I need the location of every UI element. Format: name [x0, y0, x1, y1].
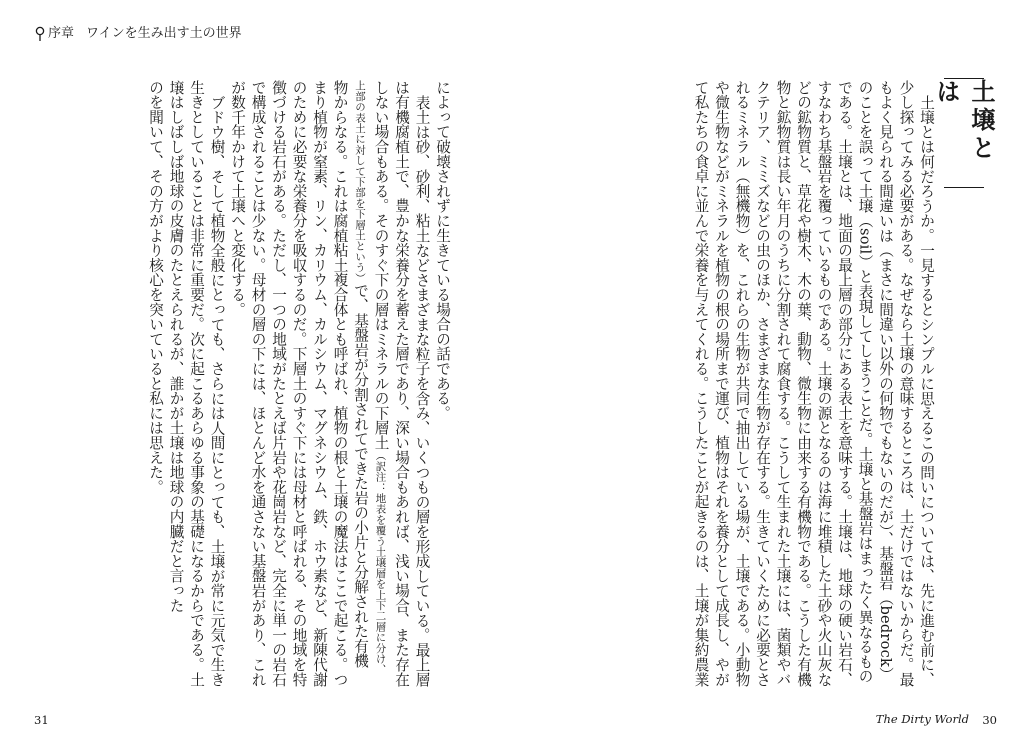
text-segment: で、基盤岩が分割されてできた岩の小片と分解された有機: [352, 283, 369, 669]
text-line: や微生物などがミネラルを植物の根の場所まで運び、植物はそれを養分として成長し、やが: [713, 80, 730, 687]
text-line: まり植物が窒素、リン、カリウム、カルシウム、マグネシウム、鉄、ホウ素など、新陳代謝: [311, 80, 328, 687]
text-line: クテリア、ミミズなどの虫のほか、さまざまな生物が存在する。生きていくために必要とさ: [754, 80, 771, 687]
text-line: 少し探ってみる必要がある。なぜなら土壌の意味するところは、土だけではないからだ。最: [897, 80, 915, 687]
text-line: 徴づける岩石がある。ただし、一つの地域がたとえば片岩や花崗岩など、完全に単一の岩石: [270, 80, 287, 687]
page-number-left: 31: [34, 713, 49, 727]
page-number-right: 30: [982, 713, 997, 727]
running-header: [34, 26, 242, 42]
text-line: すなわち基盤岩を覆っているものである。土壌の源となるのは海に堆積した土砂や火山灰な: [815, 80, 833, 687]
text-line: 物と鉱物質は長い年月のうちに分割されて腐食する。こうして生まれた土壌には、菌類やバ: [774, 80, 792, 687]
text-line: れるミネラル（無機物）を、これらの生物が共同で抽出している場が、土壌である。小動物: [733, 80, 751, 687]
chapter-label: 序章: [48, 26, 75, 41]
text-line: のを聞いて、その方がより核心を突いていると私には思えた。: [147, 80, 164, 495]
section-title: 土壌とは: [932, 79, 996, 163]
pin-icon: [34, 26, 46, 42]
right-page-text: [584, 80, 936, 700]
text-line: [370, 80, 391, 700]
translator-note: （訳注：地表を覆う土壌層を上下二層に分け、: [374, 450, 387, 675]
text-line: 物からなる。これは腐植粘土複合体とも呼ばれ、植物の根と土壌の魔法はここで起こる。つ: [331, 80, 349, 687]
text-line: は有機腐植土で、豊かな栄養分を蓄えた層であり、深い場合もあれば、浅い場合、また存在: [393, 80, 410, 687]
text-line: [350, 80, 371, 700]
text-line: が数千年かけて土壌へと変化する。: [229, 80, 246, 317]
text-line: もよく見られる間違いは（まさに間違い以外の何物でもないのだが）、基盤岩（bedrock）: [877, 80, 894, 682]
text-line: によって破壊されずに生きている場合の話である。: [434, 80, 451, 421]
text-segment: しない場合もある。そのすぐ下の層はミネラルの下層土: [372, 80, 390, 450]
text-line: 壌はしばしば地球の皮膚のたとえられるが、誰かが土壌は地球の内臓だと言った: [167, 80, 185, 613]
text-line: て私たちの食卓に並んで栄養を与えてくれる。こうしたことが起きるのは、土壌が集約農業: [692, 80, 710, 687]
text-line: 土壌とは何だろうか。一見するとシンプルに思えるこの問いについては、先に進む前に、: [918, 94, 935, 687]
running-title: The Dirty World: [875, 712, 969, 726]
text-line: で構成されることは少ない。母材の層の下には、ほとんど水を通さない基盤岩があり、これ: [249, 80, 267, 687]
chapter-title: ワインを生み出す土の世界: [86, 26, 242, 41]
text-line: のために必要な栄養分を吸収するのだ。下層土のすぐ下には母材と呼ばれる、その地域を特: [290, 80, 308, 687]
left-page-text: [40, 80, 452, 700]
text-line: ブドウ樹、そして植物全般にとっても、さらには人間にとっても、土壌が常に元気で生き: [208, 94, 226, 687]
text-line: である。土壌とは、地面の最上層の部分にある表土を意味する。土壌は、地球の硬い岩石、: [836, 80, 853, 687]
section-title-box: [932, 78, 996, 188]
text-line: 表土は砂、砂利、粘土などさまざまな粒子を含み、いくつもの層を形成している。最上層: [413, 94, 431, 687]
text-line: のことを誤って土壌（soil）と表現してしまうことだ。土壌と基盤岩はまったく異なるもの: [856, 80, 874, 684]
translator-note-cont: 上部の表土に対して下部を下層土という）: [354, 80, 366, 284]
text-line: 生きとしていることは非常に重要だ。次に起こるあらゆる事象の基礎になるからである。土: [188, 80, 205, 687]
text-line: どの鉱物質と、草花や樹木、木の葉、動物、微生物に由来する有機物である。こうした有機: [795, 80, 812, 687]
